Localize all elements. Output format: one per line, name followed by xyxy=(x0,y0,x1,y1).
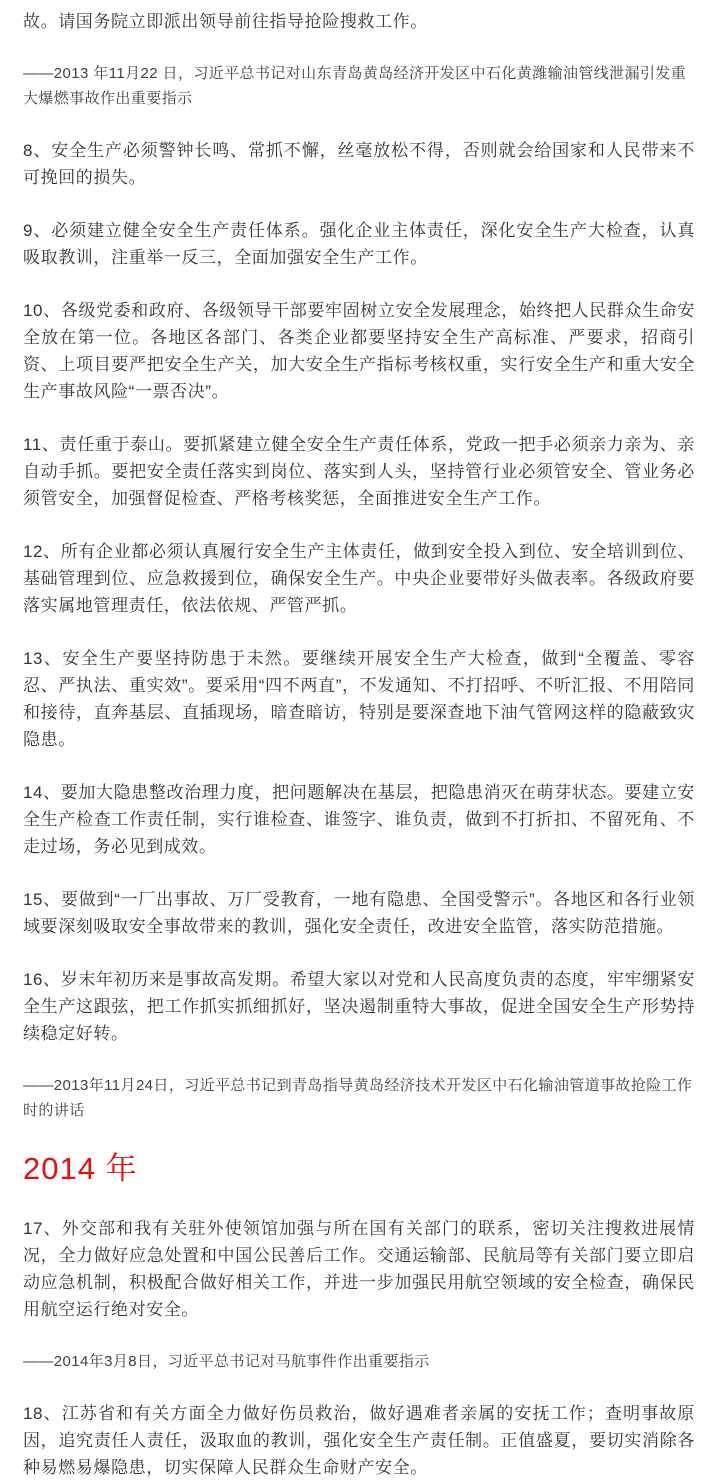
body-paragraph: 13、安全生产要坚持防患于未然。要继续开展安全生产大检查，做到“全覆盖、零容忍、严执法、重实效”。要采用“四不两直”，不发通知、不打招呼、不听汇报、不用陪同和接待，直奔基层、直插现场，暗查暗访，特别是要深查地下油气管网这样的隐蔽致灾隐患。 xyxy=(23,649,695,749)
body-paragraph: 故。请国务院立即派出领导前往指导抢险搜救工作。 xyxy=(23,12,428,31)
body-paragraph: 8、安全生产必须警钟长鸣、常抓不懈，丝毫放松不得，否则就会给国家和人民带来不可挽回的损失。 xyxy=(23,141,695,187)
body-paragraph: 15、要做到“一厂出事故、万厂受教育，一地有隐患、全国受警示”。各地区和各行业领域要深刻吸取安全事故带来的教训，强化安全责任，改进安全监管，落实防范措施。 xyxy=(23,890,695,936)
body-paragraph: 16、岁末年初历来是事故高发期。希望大家以对党和人民高度负责的态度，牢牢绷紧安全生产这跟弦，把工作抓实抓细抓好，坚决遏制重特大事故，促进全国安全生产形势持续稳定好转。 xyxy=(23,970,695,1043)
body-paragraph: 12、所有企业都必须认真履行安全生产主体责任，做到安全投入到位、安全培训到位、基础管理到位、应急救援到位，确保安全生产。中央企业要带好头做表率。各级政府要落实属地管理责任，依法依规、严管严抓。 xyxy=(23,542,695,615)
body-paragraph: 14、要加大隐患整改治理力度，把问题解决在基层，把隐患消灭在萌芽状态。要建立安全生产检查工作责任制，实行谁检查、谁签字、谁负责，做到不打折扣、不留死角、不走过场，务必见到成效。 xyxy=(23,783,695,856)
body-paragraph: 18、江苏省和有关方面全力做好伤员救治，做好遇难者亲属的安抚工作；查明事故原因，追究责任人责任，汲取血的教训，强化安全生产责任制。正值盛夏，要切实消除各种易燃易爆隐患，切实保障人民群众生命财产安全。 xyxy=(23,1404,695,1477)
body-paragraph: 10、各级党委和政府、各级领导干部要牢固树立安全发展理念，始终把人民群众生命安全放在第一位。各地区各部门、各类企业都要坚持安全生产高标准、严要求，招商引资、上项目要严把安全生产关，加大安全生产指标考核权重，实行安全生产和重大安全生产事故风险“一票否决”。 xyxy=(23,301,695,401)
body-paragraph: 9、必须建立健全安全生产责任体系。强化企业主体责任，深化安全生产大检查，认真吸取教训，注重举一反三，全面加强安全生产工作。 xyxy=(23,221,695,267)
body-paragraph: 17、外交部和我有关驻外使领馆加强与所在国有关部门的联系，密切关注搜救进展情况，全力做好应急处置和中国公民善后工作。交通运输部、民航局等有关部门要立即启动应急机制，积极配合做好相关工作，并进一步加强民用航空领域的安全检查，确保民用航空运行绝对安全。 xyxy=(23,1219,695,1319)
attribution-line: ——2013年11月24日，习近平总书记到青岛指导黄岛经济技术开发区中石化输油管道事故抢险工作时的讲话 xyxy=(23,1077,693,1119)
year-heading: 2014 年 xyxy=(23,1151,138,1186)
attribution-line: ——2014年3月8日，习近平总书记对马航事件作出重要指示 xyxy=(23,1353,430,1370)
body-paragraph: 11、责任重于泰山。要抓紧建立健全安全生产责任体系，党政一把手必须亲力亲为、亲自动手抓。要把安全责任落实到岗位、落实到人头，坚持管行业必须管安全、管业务必须管安全，加强督促检查、严格考核奖惩，全面推进安全生产工作。 xyxy=(23,435,695,508)
attribution-line: ——2013 年11月22 日，习近平总书记对山东青岛黄岛经济开发区中石化黄潍输油管线泄漏引发重大爆燃事故作出重要指示 xyxy=(23,65,687,107)
